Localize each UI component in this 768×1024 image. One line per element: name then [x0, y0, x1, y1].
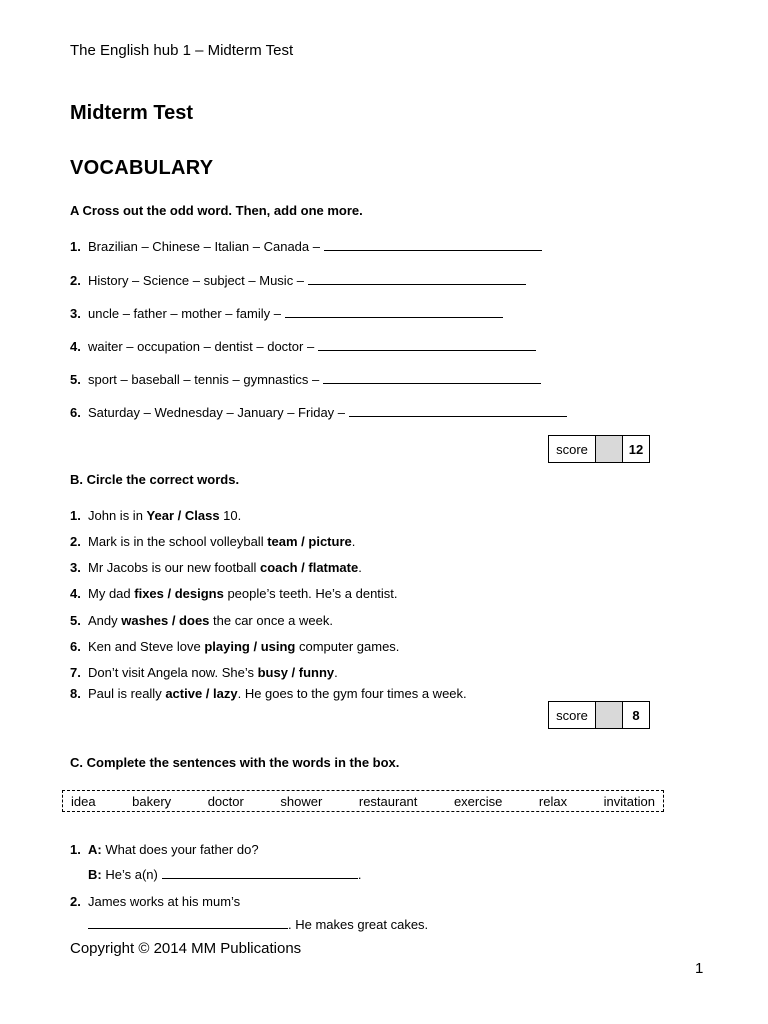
- section-b-item: [70, 613, 333, 628]
- page-number: 1: [695, 960, 704, 977]
- item-text: [88, 560, 362, 575]
- item-number: 1.: [70, 239, 81, 254]
- item-text-post: people’s teeth. He’s a dentist.: [223, 586, 398, 601]
- item-number: 5.: [70, 613, 81, 628]
- section-b-item: [70, 639, 399, 654]
- word-choice[interactable]: team / picture: [267, 534, 352, 549]
- item-number: 4.: [70, 339, 81, 354]
- copyright: Copyright © 2014 MM Publications: [70, 940, 302, 957]
- section-c-item: [70, 894, 240, 909]
- item-text: . He makes great cakes.: [288, 917, 429, 932]
- item-number: 2.: [70, 894, 81, 909]
- word-choice[interactable]: active / lazy: [165, 686, 238, 701]
- section-b-instruction: B. Circle the correct words.: [70, 472, 240, 487]
- item-text: [88, 639, 399, 654]
- score-label: score: [549, 436, 596, 462]
- item-text-pre: Mr Jacobs is our new football: [88, 560, 260, 575]
- speaker-b-label: B:: [88, 867, 102, 882]
- item-text: [88, 613, 333, 628]
- sentence-end: .: [357, 867, 362, 882]
- item-text: [88, 665, 338, 680]
- item-text-pre: Mark is in the school volleyball: [88, 534, 268, 549]
- item-text: [88, 508, 241, 523]
- word-box: [62, 790, 664, 812]
- answer-blank[interactable]: [285, 305, 503, 318]
- word-box-item: bakery: [132, 793, 172, 809]
- item-text-post: the car once a week.: [209, 613, 333, 628]
- section-b-item: [70, 534, 355, 549]
- word-choice[interactable]: washes / does: [121, 613, 210, 628]
- score-entry[interactable]: [596, 702, 623, 728]
- answer-blank[interactable]: [324, 238, 542, 251]
- item-text-post: computer games.: [295, 639, 400, 654]
- word-box-item: exercise: [453, 793, 503, 809]
- item-text-pre: Don’t visit Angela now. She’s: [88, 665, 258, 680]
- item-number: 6.: [70, 639, 81, 654]
- word-box-item: idea: [71, 793, 96, 809]
- item-number: 3.: [70, 560, 81, 575]
- item-text-post: 10.: [219, 508, 242, 523]
- section-b-item: [70, 686, 467, 701]
- section-a-item: [70, 404, 567, 420]
- word-box-item: shower: [280, 793, 323, 809]
- score-label: score: [549, 702, 596, 728]
- word-box-item: doctor: [207, 793, 244, 809]
- item-text: [88, 534, 355, 549]
- word-choice[interactable]: Year / Class: [146, 508, 220, 523]
- score-box-b: [548, 701, 650, 729]
- section-c-item-reply: [88, 866, 361, 882]
- score-max: 8: [632, 707, 640, 723]
- word-choice[interactable]: playing / using: [204, 639, 296, 654]
- item-number: 4.: [70, 586, 81, 601]
- item-text: sport – baseball – tennis – gymnastics –: [88, 372, 320, 387]
- item-number: 2.: [70, 273, 81, 288]
- word-box-item: restaurant: [358, 793, 418, 809]
- answer-blank[interactable]: [349, 404, 567, 417]
- item-text-post: .: [351, 534, 356, 549]
- section-b-item: [70, 586, 398, 601]
- item-number: 1.: [70, 842, 81, 857]
- score-max: 12: [628, 441, 644, 457]
- page-title: Midterm Test: [70, 102, 193, 124]
- item-text: Saturday – Wednesday – January – Friday –: [88, 405, 346, 420]
- answer-blank[interactable]: [88, 916, 288, 929]
- item-number: 6.: [70, 405, 81, 420]
- score-box-a: [548, 435, 650, 463]
- item-number: 5.: [70, 372, 81, 387]
- item-number: 3.: [70, 306, 81, 321]
- item-number: 2.: [70, 534, 81, 549]
- page-header: The English hub 1 – Midterm Test: [70, 42, 294, 59]
- item-text-pre: John is in: [88, 508, 147, 523]
- speaker-a-label: A:: [88, 842, 102, 857]
- item-text-pre: My dad: [88, 586, 135, 601]
- item-text: [88, 686, 467, 701]
- item-text-post: .: [358, 560, 362, 575]
- section-b-item: [70, 560, 362, 575]
- speaker-a-text: What does your father do?: [105, 842, 259, 857]
- item-text-post: .: [334, 665, 338, 680]
- score-entry[interactable]: [596, 436, 623, 462]
- word-choice[interactable]: coach / flatmate: [259, 560, 359, 575]
- section-a-item: [70, 371, 541, 387]
- word-choice[interactable]: busy / funny: [257, 665, 335, 680]
- item-text-post: . He goes to the gym four times a week.: [237, 686, 467, 701]
- word-choice[interactable]: fixes / designs: [134, 586, 224, 601]
- item-text: uncle – father – mother – family –: [88, 306, 281, 321]
- speaker-b-text: He’s a(n): [105, 867, 158, 882]
- section-a-item: [70, 338, 536, 354]
- item-text: History – Science – subject – Music –: [88, 273, 305, 288]
- section-title: VOCABULARY: [70, 157, 214, 179]
- answer-blank[interactable]: [323, 371, 541, 384]
- item-number: 8.: [70, 686, 81, 701]
- section-b-item: [70, 665, 338, 680]
- section-c-instruction: C. Complete the sentences with the words in the box.: [70, 755, 400, 770]
- section-a-item: [70, 305, 503, 321]
- answer-blank[interactable]: [308, 272, 526, 285]
- item-text-pre: Paul is really: [88, 686, 166, 701]
- section-a-instruction: A Cross out the odd word. Then, add one more.: [70, 203, 363, 218]
- section-b-item: [70, 508, 241, 523]
- section-a-item: [70, 238, 542, 254]
- answer-blank[interactable]: [162, 866, 358, 879]
- item-text: [88, 586, 398, 601]
- item-text: Brazilian – Chinese – Italian – Canada –: [88, 239, 320, 254]
- word-box-item: invitation: [603, 793, 655, 809]
- section-a-item: [70, 272, 526, 288]
- item-text-pre: Ken and Steve love: [88, 639, 205, 654]
- answer-blank[interactable]: [318, 338, 536, 351]
- section-c-item: [70, 842, 259, 857]
- item-text: waiter – occupation – dentist – doctor –: [88, 339, 315, 354]
- item-number: 1.: [70, 508, 81, 523]
- word-box-item: relax: [538, 793, 568, 809]
- section-c-item-cont: [88, 916, 428, 932]
- item-text: James works at his mum’s: [88, 894, 241, 909]
- item-text-pre: Andy: [88, 613, 122, 628]
- item-number: 7.: [70, 665, 81, 680]
